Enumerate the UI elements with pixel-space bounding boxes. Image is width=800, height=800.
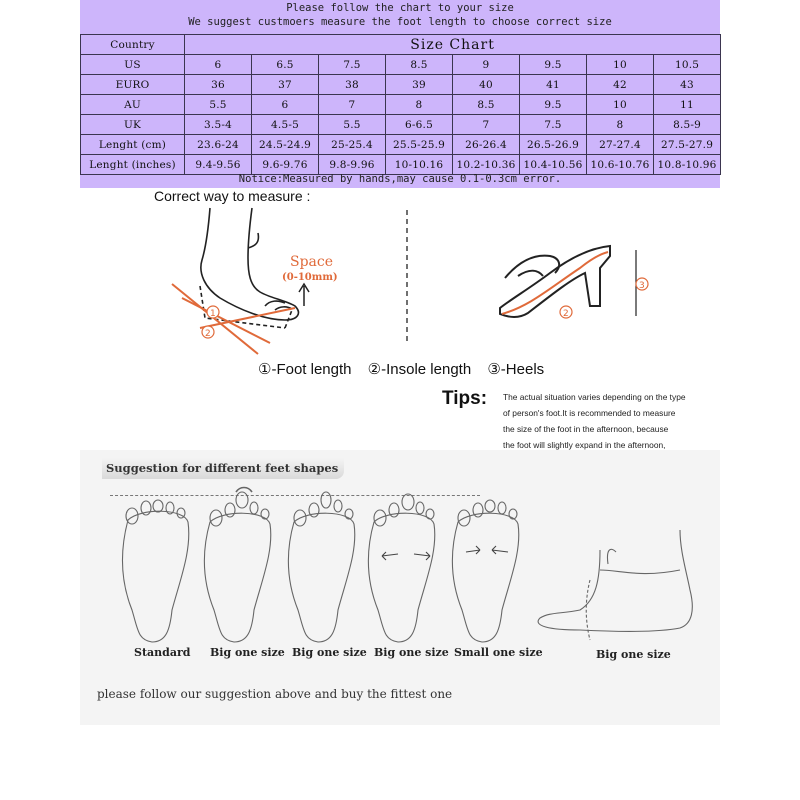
size-chart-header-line2: We suggest custmoers measure the foot length to choose correct size [188, 16, 612, 28]
size-chart [80, 0, 720, 188]
size-cell: 24.5-24.9 [252, 135, 319, 155]
size-cell: 27-27.4 [587, 135, 654, 155]
size-table [80, 34, 721, 175]
row-label: AU [81, 95, 185, 115]
size-cell: 11 [654, 95, 721, 115]
foot-side-view-icon [538, 530, 692, 640]
measure-diagram [80, 188, 720, 393]
size-cell: 26-26.4 [453, 135, 520, 155]
size-cell: 38 [319, 75, 386, 95]
tips-line: the foot will slightly expand in the afternoon, [503, 440, 666, 450]
size-cell: 8 [386, 95, 453, 115]
size-cell: 9.5 [520, 55, 587, 75]
space-label: Space [290, 254, 334, 270]
marker-3: 3 [639, 281, 645, 291]
size-chart-notice: Notice:Measured by hands,may cause 0.1-0.3cm error. [238, 173, 562, 185]
legend-foot-length: ①-Foot length [258, 361, 352, 378]
size-cell: 25.5-25.9 [386, 135, 453, 155]
foot-standard-icon [122, 500, 188, 642]
size-cell: 8.5-9 [654, 115, 721, 135]
size-cell: 9.5 [520, 95, 587, 115]
size-cell: 9.8-9.96 [319, 155, 386, 175]
foot-label: Small one size [454, 646, 543, 659]
size-cell: 5.5 [319, 115, 386, 135]
row-label: US [81, 55, 185, 75]
table-row [81, 35, 721, 55]
size-cell: 9.6-9.76 [252, 155, 319, 175]
size-cell: 10.6-10.76 [587, 155, 654, 175]
row-label: EURO [81, 75, 185, 95]
foot-label: Big one size [210, 646, 285, 659]
table-row [81, 135, 721, 155]
size-cell: 7 [319, 95, 386, 115]
size-cell: 5.5 [185, 95, 252, 115]
foot-label: Standard [134, 646, 191, 659]
size-cell: 4.5-5 [252, 115, 319, 135]
foot-small-one-size-icon [452, 500, 518, 642]
size-cell: 7.5 [520, 115, 587, 135]
legend-insole-length: ②-Insole length [367, 361, 472, 378]
measure-illustration [80, 188, 720, 358]
row-label: Lenght (cm) [81, 135, 185, 155]
foot-wide-icon [368, 494, 434, 642]
size-cell: 42 [587, 75, 654, 95]
table-row [81, 115, 721, 135]
arrow-up-icon [299, 284, 309, 306]
measure-title: Correct way to measure : [154, 188, 311, 204]
country-header: Country [81, 35, 185, 55]
size-cell: 26.5-26.9 [520, 135, 587, 155]
size-cell: 10.2-10.36 [453, 155, 520, 175]
size-cell: 43 [654, 75, 721, 95]
size-chart-header-line1: Please follow the chart to your size [286, 2, 514, 14]
size-cell: 6 [252, 95, 319, 115]
foot-label: Big one size [596, 648, 671, 661]
size-cell: 23.6-24 [185, 135, 252, 155]
size-cell: 25-25.4 [319, 135, 386, 155]
tips-line: The actual situation varies depending on the type [503, 392, 686, 402]
size-cell: 6.5 [252, 55, 319, 75]
size-cell: 7 [453, 115, 520, 135]
size-cell: 8 [587, 115, 654, 135]
foot-big-one-size-icon [204, 488, 270, 643]
size-chart-title: Size Chart [185, 35, 721, 55]
tips-line: the size of the foot in the afternoon, because [503, 424, 669, 434]
table-row [81, 55, 721, 75]
size-cell: 9.4-9.56 [185, 155, 252, 175]
size-cell: 6 [185, 55, 252, 75]
size-cell: 10.8-10.96 [654, 155, 721, 175]
row-label: Lenght (inches) [81, 155, 185, 175]
insole-line [502, 252, 608, 314]
marker-1: 1 [210, 309, 216, 319]
foot-label: Big one size [292, 646, 367, 659]
legend-heels: ③-Heels [487, 361, 545, 378]
marker-2b: 2 [563, 309, 569, 319]
shapes-footer: please follow our suggestion above and buy the fittest one [97, 687, 453, 701]
feet-shapes-title: Suggestion for different feet shapes [102, 458, 344, 479]
size-cell: 37 [252, 75, 319, 95]
size-cell: 3.5-4 [185, 115, 252, 135]
size-cell: 8.5 [453, 95, 520, 115]
size-cell: 41 [520, 75, 587, 95]
size-cell: 40 [453, 75, 520, 95]
size-cell: 27.5-27.9 [654, 135, 721, 155]
size-cell: 10 [587, 95, 654, 115]
table-row [81, 155, 721, 175]
size-cell: 10-10.16 [386, 155, 453, 175]
marker-2: 2 [205, 329, 211, 339]
table-row [81, 95, 721, 115]
size-cell: 7.5 [319, 55, 386, 75]
row-label: UK [81, 115, 185, 135]
size-cell: 9 [453, 55, 520, 75]
measure-legend [258, 360, 556, 378]
size-cell: 39 [386, 75, 453, 95]
feet-illustrations [80, 450, 720, 650]
feet-shapes-section [80, 450, 720, 725]
foot-label: Big one size [374, 646, 449, 659]
size-cell: 36 [185, 75, 252, 95]
foot-big-one-size-icon [288, 492, 354, 642]
size-cell: 6-6.5 [386, 115, 453, 135]
space-range: (0-10mm) [282, 272, 338, 283]
tips-line: of person's foot.It is recommended to measure [503, 408, 676, 418]
table-row [81, 75, 721, 95]
size-cell: 10.4-10.56 [520, 155, 587, 175]
heel-shoe-icon [500, 246, 610, 317]
size-cell: 10.5 [654, 55, 721, 75]
tips-title: Tips: [442, 388, 488, 409]
size-cell: 10 [587, 55, 654, 75]
size-cell: 8.5 [386, 55, 453, 75]
